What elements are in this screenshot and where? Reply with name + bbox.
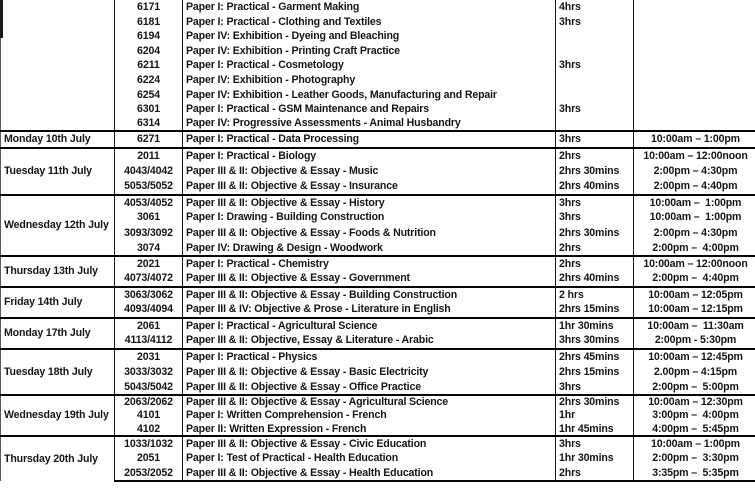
code-cell: 2051	[115, 451, 183, 466]
code-cell: 4053/4052	[115, 195, 183, 210]
date-cell: Friday 14th July	[1, 287, 115, 318]
table-row	[1, 451, 755, 466]
code-cell: 3063/3062	[115, 287, 183, 302]
date-cell: Monday 10th July	[1, 131, 115, 148]
paper-cell: Paper I: Practical - Clothing and Textiles	[183, 15, 556, 30]
date-cell: Monday 17th July	[1, 318, 115, 349]
duration-cell: 3hrs	[556, 210, 634, 225]
duration-cell: 2hrs	[556, 241, 634, 256]
time-cell: 2:00pm – 4:30pm	[634, 163, 755, 179]
code-cell: 1033/1032	[115, 436, 183, 451]
time-cell: 3:35pm – 5:35pm	[634, 466, 755, 481]
table-row	[1, 287, 755, 302]
date-cell: Thursday 20th July	[1, 436, 115, 481]
duration-cell: 3hrs	[556, 131, 634, 148]
duration-cell	[556, 73, 634, 88]
table-row	[1, 349, 755, 365]
time-cell: 2:00pm – 3:30pm	[634, 451, 755, 466]
duration-cell: 2hrs	[556, 148, 634, 164]
table-row	[1, 364, 755, 380]
code-cell: 2021	[115, 256, 183, 271]
code-cell: 4113/4112	[115, 333, 183, 348]
duration-cell	[556, 29, 634, 44]
paper-cell: Paper I: Practical - GSM Maintenance and Repairs	[183, 102, 556, 117]
duration-cell	[556, 117, 634, 132]
table-row	[1, 210, 755, 225]
table-left-border-mark	[0, 0, 3, 38]
time-cell	[634, 15, 755, 30]
duration-cell: 2hrs 30mins	[556, 163, 634, 179]
date-cell: Tuesday 18th July	[1, 349, 115, 396]
duration-cell: 4hrs	[556, 0, 634, 15]
table-row	[1, 436, 755, 451]
table-row	[1, 333, 755, 348]
time-cell: 10:00am – 12:30pm	[634, 395, 755, 409]
paper-cell: Paper I: Practical - Data Processing	[183, 131, 556, 148]
table-row	[1, 148, 755, 164]
paper-cell: Paper IV: Exhibition - Printing Craft Practice	[183, 44, 556, 59]
time-cell: 10:00am – 1:00pm	[634, 131, 755, 148]
code-cell: 5053/5052	[115, 179, 183, 195]
time-cell: 2.00pm – 4:15pm	[634, 364, 755, 380]
time-cell: 10:00am – 12:45pm	[634, 349, 755, 365]
table-row	[1, 225, 755, 240]
time-cell: 2:00pm – 5:00pm	[634, 380, 755, 396]
paper-cell: Paper I: Practical - Garment Making	[183, 0, 556, 15]
paper-cell: Paper I: Practical - Biology	[183, 148, 556, 164]
code-cell: 3033/3032	[115, 364, 183, 380]
table-row	[1, 44, 755, 59]
paper-cell: Paper III & II: Objective & Essay - Government	[183, 272, 556, 287]
time-cell: 10:00am – 1:00pm	[634, 436, 755, 451]
table-row	[1, 73, 755, 88]
code-cell: 3061	[115, 210, 183, 225]
paper-cell: Paper III & II: Objective & Essay - Agricultural Science	[183, 395, 556, 409]
paper-cell: Paper IV: Drawing & Design - Woodwork	[183, 241, 556, 256]
table-row	[1, 195, 755, 210]
date-cell: Tuesday 11th July	[1, 148, 115, 195]
table-row	[1, 466, 755, 481]
paper-cell: Paper III & II: Objective & Essay - Civic Education	[183, 436, 556, 451]
table-row	[1, 423, 755, 437]
paper-cell: Paper III & II: Objective & Essay - Basic Electricity	[183, 364, 556, 380]
date-cell: Wednesday 19th July	[1, 395, 115, 436]
table-row	[1, 102, 755, 117]
duration-cell: 3hrs	[556, 102, 634, 117]
table-row	[1, 318, 755, 333]
time-cell: 10:00am – 11:30am	[634, 318, 755, 333]
paper-cell: Paper IV: Exhibition - Photography	[183, 73, 556, 88]
time-cell	[634, 117, 755, 132]
time-cell: 10:00am – 12:00noon	[634, 148, 755, 164]
duration-cell: 1hr 30mins	[556, 318, 634, 333]
code-cell: 6254	[115, 88, 183, 103]
time-cell	[634, 102, 755, 117]
date-cell: Wednesday 12th July	[1, 195, 115, 257]
paper-cell: Paper III & II: Objective & Essay - Music	[183, 163, 556, 179]
table-row	[1, 29, 755, 44]
table-row	[1, 163, 755, 179]
table-row	[1, 131, 755, 148]
time-cell: 10:00am – 12:15pm	[634, 302, 755, 317]
duration-cell: 2hrs	[556, 466, 634, 481]
code-cell: 2061	[115, 318, 183, 333]
paper-cell: Paper I: Practical - Physics	[183, 349, 556, 365]
code-cell: 6194	[115, 29, 183, 44]
paper-cell: Paper III & II: Objective, Essay & Literature - Arabic	[183, 333, 556, 348]
duration-cell: 2hrs 15mins	[556, 364, 634, 380]
duration-cell: 3hrs	[556, 380, 634, 396]
duration-cell: 3hrs	[556, 195, 634, 210]
code-cell: 4093/4094	[115, 302, 183, 317]
code-cell: 4102	[115, 423, 183, 437]
time-cell: 10:00am – 12:05pm	[634, 287, 755, 302]
paper-cell: Paper I: Practical - Chemistry	[183, 256, 556, 271]
paper-cell: Paper III & II: Objective & Essay - Health Education	[183, 466, 556, 481]
duration-cell: 1hr 45mins	[556, 423, 634, 437]
duration-cell: 3hrs	[556, 58, 634, 73]
time-cell	[634, 29, 755, 44]
duration-cell: 2hrs 15mins	[556, 302, 634, 317]
paper-cell: Paper III & II: Objective & Essay - History	[183, 195, 556, 210]
code-cell: 5043/5042	[115, 380, 183, 396]
code-cell: 4073/4072	[115, 272, 183, 287]
paper-cell: Paper I: Practical - Agricultural Science	[183, 318, 556, 333]
duration-cell: 3hrs 30mins	[556, 333, 634, 348]
paper-cell: Paper I: Practical - Cosmetology	[183, 58, 556, 73]
exam-timetable-body	[1, 0, 755, 481]
table-row	[1, 302, 755, 317]
duration-cell: 3hrs	[556, 436, 634, 451]
table-row	[1, 241, 755, 256]
duration-cell: 2 hrs	[556, 287, 634, 302]
duration-cell: 1hr 30mins	[556, 451, 634, 466]
code-cell: 2031	[115, 349, 183, 365]
time-cell	[634, 44, 755, 59]
table-row	[1, 88, 755, 103]
time-cell: 2:00pm – 4:30pm	[634, 225, 755, 240]
time-cell: 10:00am – 1:00pm	[634, 210, 755, 225]
date-cell: Thursday 13th July	[1, 256, 115, 287]
paper-cell: Paper III & II: Objective & Essay - Building Construction	[183, 287, 556, 302]
paper-cell: Paper I: Test of Practical - Health Education	[183, 451, 556, 466]
duration-cell: 2hrs	[556, 256, 634, 271]
time-cell	[634, 58, 755, 73]
duration-cell: 2hrs 45mins	[556, 349, 634, 365]
table-row	[1, 395, 755, 409]
paper-cell: Paper III & IV: Objective & Prose - Literature in English	[183, 302, 556, 317]
time-cell: 10:00am – 1:00pm	[634, 195, 755, 210]
code-cell: 4101	[115, 409, 183, 423]
code-cell: 2063/2062	[115, 395, 183, 409]
paper-cell: Paper I: Drawing - Building Construction	[183, 210, 556, 225]
duration-cell: 2hrs 40mins	[556, 272, 634, 287]
table-row	[1, 272, 755, 287]
paper-cell: Paper III & II: Objective & Essay - Office Practice	[183, 380, 556, 396]
code-cell: 4043/4042	[115, 163, 183, 179]
code-cell: 3074	[115, 241, 183, 256]
date-cell	[1, 0, 115, 131]
table-row	[1, 0, 755, 15]
code-cell: 6301	[115, 102, 183, 117]
code-cell: 6204	[115, 44, 183, 59]
table-row	[1, 409, 755, 423]
code-cell: 6224	[115, 73, 183, 88]
time-cell	[634, 0, 755, 15]
table-row	[1, 179, 755, 195]
code-cell: 2011	[115, 148, 183, 164]
paper-cell: Paper I: Written Comprehension - French	[183, 409, 556, 423]
table-row	[1, 380, 755, 396]
time-cell: 2:00pm - 5:30pm	[634, 333, 755, 348]
code-cell: 6271	[115, 131, 183, 148]
duration-cell	[556, 88, 634, 103]
duration-cell: 2hrs 30mins	[556, 395, 634, 409]
table-row	[1, 15, 755, 30]
duration-cell	[556, 44, 634, 59]
code-cell: 3093/3092	[115, 225, 183, 240]
paper-cell: Paper II: Written Expression - French	[183, 423, 556, 437]
duration-cell: 1hr	[556, 409, 634, 423]
time-cell	[634, 73, 755, 88]
table-row	[1, 58, 755, 73]
paper-cell: Paper IV: Progressive Assessments - Animal Husbandry	[183, 117, 556, 132]
table-row	[1, 117, 755, 132]
code-cell: 2053/2052	[115, 466, 183, 481]
time-cell: 2:00pm – 4:40pm	[634, 272, 755, 287]
duration-cell: 2hrs 40mins	[556, 179, 634, 195]
code-cell: 6314	[115, 117, 183, 132]
table-row	[1, 256, 755, 271]
time-cell: 10:00am – 12:00noon	[634, 256, 755, 271]
time-cell	[634, 88, 755, 103]
time-cell: 3:00pm – 4:00pm	[634, 409, 755, 423]
paper-cell: Paper IV: Exhibition - Leather Goods, Manufacturing and Repair	[183, 88, 556, 103]
code-cell: 6211	[115, 58, 183, 73]
code-cell: 6171	[115, 0, 183, 15]
duration-cell: 2hrs 30mins	[556, 225, 634, 240]
duration-cell: 3hrs	[556, 15, 634, 30]
paper-cell: Paper IV: Exhibition - Dyeing and Bleaching	[183, 29, 556, 44]
time-cell: 4:00pm – 5:45pm	[634, 423, 755, 437]
code-cell: 6181	[115, 15, 183, 30]
paper-cell: Paper III & II: Objective & Essay - Insurance	[183, 179, 556, 195]
paper-cell: Paper III & II: Objective & Essay - Foods & Nutrition	[183, 225, 556, 240]
time-cell: 2:00pm – 4:40pm	[634, 179, 755, 195]
time-cell: 2:00pm – 4:00pm	[634, 241, 755, 256]
